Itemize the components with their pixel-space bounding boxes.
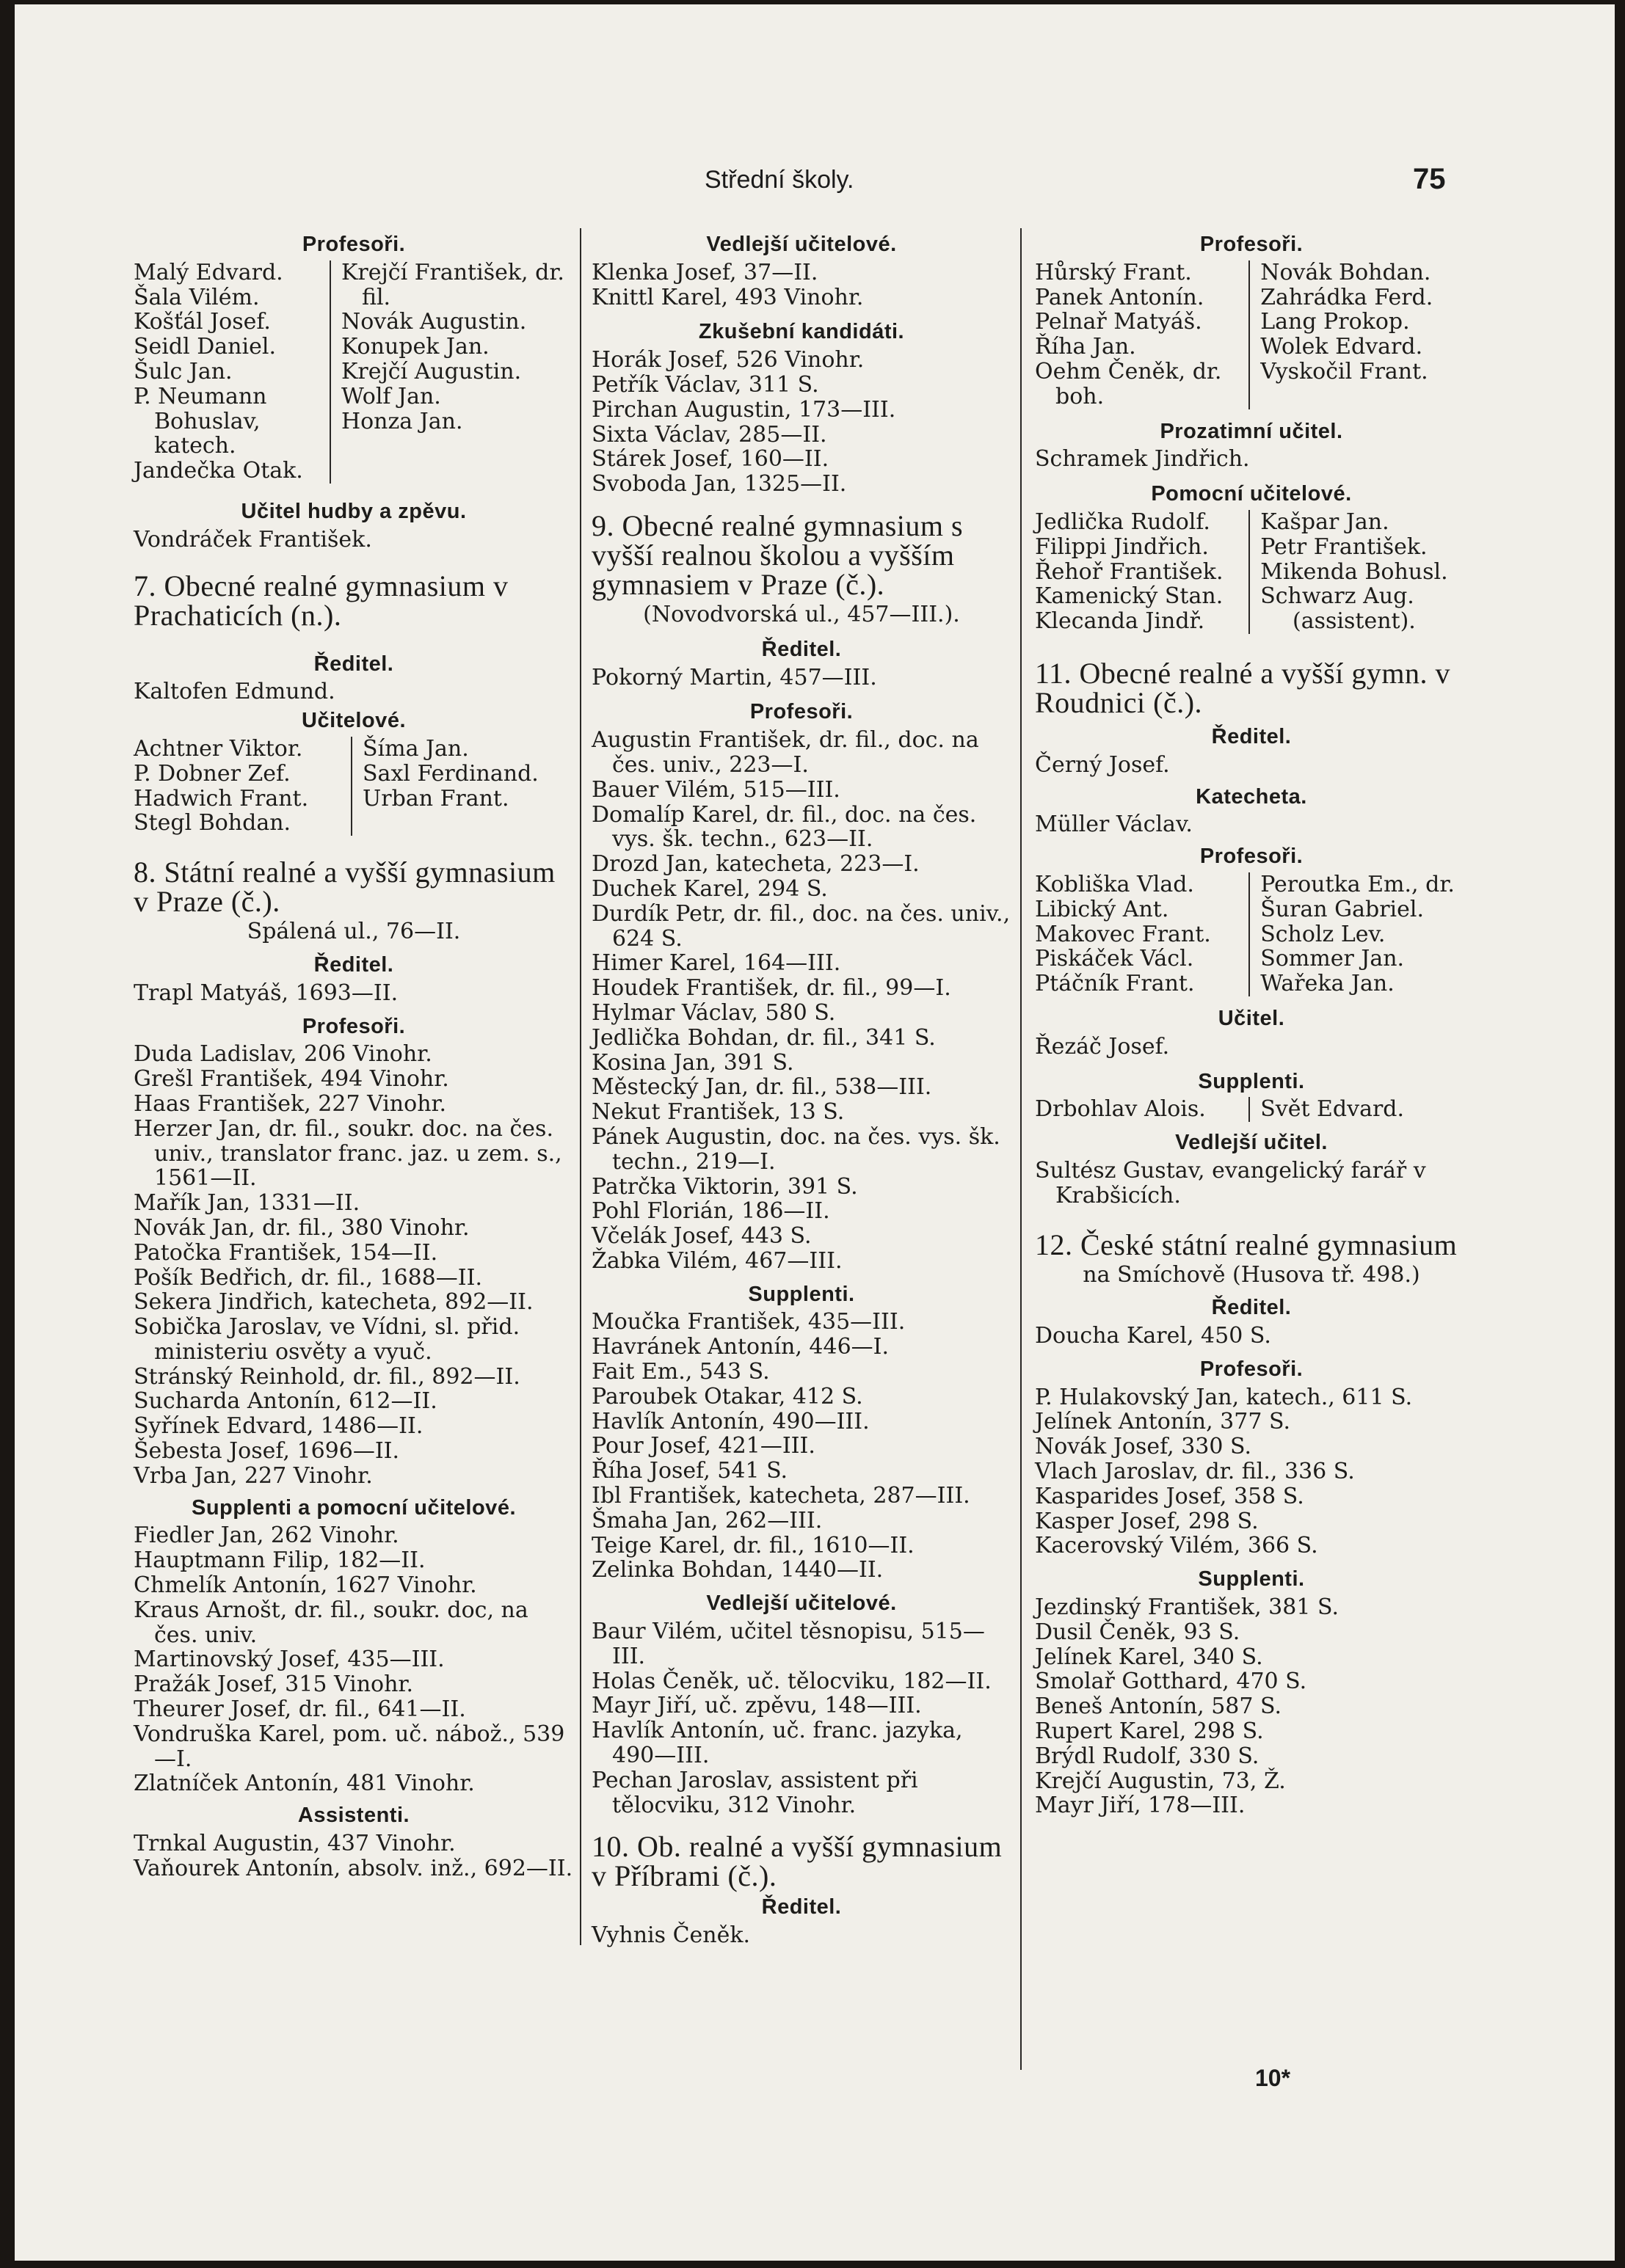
section-heading: Katecheta. xyxy=(1196,784,1307,809)
list-item: Pánek Augustin, doc. na čes. vys. šk. techn., 219—I. xyxy=(592,1123,1000,1175)
school-address: na Smíchově (Husova tř. 498.) xyxy=(1083,1261,1420,1288)
school-address: (Novodvorská ul., 457—III.). xyxy=(643,601,960,627)
list-item: Klenka Josef, 37—II. xyxy=(592,259,818,285)
list-item: Augustin František, dr. fil., doc. na čes. univ., 223—I. xyxy=(592,727,979,778)
list-item: Svoboda Jan, 1325—II. xyxy=(592,471,847,497)
list-item: Novák Augustin. xyxy=(341,309,527,335)
school-title: 9. Obecné realné gymnasium s vyšší realnou školou a vyšším gymnasiem v Praze (č.). xyxy=(592,508,964,601)
list-item: Havlík Antonín, uč. franc. jazyka, 490—III. xyxy=(592,1718,963,1769)
list-item: Šala Vilém. xyxy=(134,284,260,310)
section-heading: Ředitel. xyxy=(1211,724,1292,748)
section-heading: Supplenti a pomocní učitelové. xyxy=(192,1495,516,1520)
list-right xyxy=(352,737,539,836)
list-item: Zelinka Bohdan, 1440—II. xyxy=(592,1557,884,1583)
list-item: Achtner Viktor. xyxy=(134,735,303,762)
list-item: Rupert Karel, 298 S. xyxy=(1035,1718,1264,1745)
list-right xyxy=(1250,510,1447,634)
list-item: Wolf Jan. xyxy=(341,383,441,409)
list-item: Kacerovský Vilém, 366 S. xyxy=(1035,1533,1318,1559)
list-item: Fait Em., 543 S. xyxy=(592,1359,770,1385)
list-item: Včelák Josef, 443 S. xyxy=(592,1223,812,1250)
list-item: Šuran Gabriel. xyxy=(1260,896,1425,922)
list-right xyxy=(1250,1097,1404,1122)
list-left xyxy=(134,260,331,484)
list-item: Krejčí Augustin, 73, Ž. xyxy=(1035,1768,1286,1794)
section-heading: Supplenti. xyxy=(1198,1069,1305,1093)
list-item: Novák Bohdan. xyxy=(1260,259,1431,285)
school-title: 11. Obecné realné a vyšší gymn. v Roudnici (č.). xyxy=(1035,656,1450,719)
section-heading: Zkušební kandidáti. xyxy=(698,320,905,344)
list-left xyxy=(1035,260,1250,409)
list-item: Petřík Václav, 311 S. xyxy=(592,371,819,398)
two-column-list xyxy=(1035,510,1468,634)
list-item: Theurer Josef, dr. fil., 641—II. xyxy=(134,1696,466,1723)
list-item: Jedlička Rudolf. xyxy=(1035,508,1210,535)
list-item: Mikenda Bohusl. xyxy=(1260,558,1448,585)
list-right xyxy=(331,260,574,484)
list-item: Herzer Jan, dr. fil., soukr. doc. na čes. univ., translator franc. jaz. u zem. s., 1561—II. xyxy=(134,1115,562,1192)
list-item: Chmelík Antonín, 1627 Vinohr. xyxy=(134,1572,477,1599)
section-heading: Profesoři. xyxy=(1199,233,1304,256)
list-item: Pokorný Martin, 457—III. xyxy=(592,664,877,690)
list-item: Jedlička Bohdan, dr. fil., 341 S. xyxy=(592,1024,936,1051)
two-column-list xyxy=(1035,872,1468,996)
list-item: Pražák Josef, 315 Vinohr. xyxy=(134,1671,413,1698)
list-item: Syřínek Edvard, 1486—II. xyxy=(134,1413,423,1440)
section-heading: Profesoři. xyxy=(302,1014,406,1038)
list-item: Drozd Jan, katecheta, 223—I. xyxy=(592,851,920,878)
list-item: Zlatníček Antonín, 481 Vinohr. xyxy=(134,1771,475,1797)
list-item: Svět Edvard. xyxy=(1260,1096,1405,1123)
school-title: 10. Ob. realné a vyšší gymnasium v Příbrami (č.). xyxy=(592,1830,1003,1893)
list-right xyxy=(1250,872,1455,996)
list-item: Vyskočil Frant. xyxy=(1260,358,1428,384)
list-item: Hylmar Václav, 580 S. xyxy=(592,999,836,1026)
list-item: Filippi Jindřich. xyxy=(1035,533,1209,560)
list-item: Havránek Antonín, 446—I. xyxy=(592,1334,890,1360)
section-heading: Ředitel. xyxy=(761,637,842,661)
section-heading: Supplenti. xyxy=(748,1282,855,1306)
list-item: Hadwich Frant. xyxy=(134,785,309,812)
list-item: Havlík Antonín, 490—III. xyxy=(592,1408,870,1434)
list-item: (assistent). xyxy=(1293,608,1416,635)
list-item: Řezáč Josef. xyxy=(1035,1033,1170,1060)
list-item: Kasper Josef, 298 S. xyxy=(1035,1508,1259,1534)
list-item: Durdík Petr, dr. fil., doc. na čes. univ., 624 S. xyxy=(592,900,1011,952)
running-title: Střední školy. xyxy=(705,166,854,194)
list-item: Teige Karel, dr. fil., 1610—II. xyxy=(592,1532,915,1558)
list-item: Hůrský Frant. xyxy=(1035,259,1192,285)
list-item: Pohl Florián, 186—II. xyxy=(592,1198,830,1225)
list-item: Kašpar Jan. xyxy=(1260,508,1389,535)
two-column-list xyxy=(134,260,574,484)
list-item: Knittl Karel, 493 Vinohr. xyxy=(592,284,864,310)
list-left xyxy=(134,737,352,836)
list-item: P. Dobner Zef. xyxy=(134,760,291,787)
page-number: 75 xyxy=(1413,163,1446,195)
list-item: Sultész Gustav, evangelický farář v Krabšicích. xyxy=(1035,1157,1426,1208)
list-item: Doucha Karel, 450 S. xyxy=(1035,1323,1271,1349)
list-item: Sommer Jan. xyxy=(1260,946,1405,972)
list-item: Seidl Daniel. xyxy=(134,334,276,360)
list-item: Himer Karel, 164—III. xyxy=(592,950,841,977)
list-item: Kamenický Stan. xyxy=(1035,583,1224,610)
list-item: Krejčí Augustin. xyxy=(341,358,522,384)
list-left xyxy=(1035,510,1250,634)
list-item: Beneš Antonín, 587 S. xyxy=(1035,1693,1282,1720)
list-item: Petr František. xyxy=(1260,533,1428,560)
list-item: Klecanda Jindř. xyxy=(1035,608,1205,635)
page xyxy=(15,4,1615,2261)
list-item: Zahrádka Ferd. xyxy=(1260,284,1433,310)
list-item: Pour Josef, 421—III. xyxy=(592,1433,815,1459)
list-item: Duchek Karel, 294 S. xyxy=(592,875,828,902)
list-item: Malý Edvard. xyxy=(134,259,283,285)
school-title: 7. Obecné realné gymnasium v Prachaticích (n.). xyxy=(134,569,509,632)
section-heading: Učitel hudby a zpěvu. xyxy=(241,499,467,523)
list-left xyxy=(1035,1097,1250,1122)
list-item: Honza Jan. xyxy=(341,408,463,434)
list-item: Libický Ant. xyxy=(1035,896,1169,922)
list-item: Panek Antonín. xyxy=(1035,284,1204,310)
list-item: Holas Čeněk, uč. tělocviku, 182—II. xyxy=(592,1668,992,1694)
list-item: Novák Josef, 330 S. xyxy=(1035,1434,1252,1460)
list-item: Krejčí František, dr. fil. xyxy=(341,259,564,310)
list-item: Patočka František, 154—II. xyxy=(134,1239,438,1266)
list-item: Houdek František, dr. fil., 99—I. xyxy=(592,975,951,1002)
list-item: Lang Prokop. xyxy=(1260,309,1410,335)
list-item: Horák Josef, 526 Vinohr. xyxy=(592,347,865,373)
list-item: Sobička Jaroslav, ve Vídni, sl. přid. ministeriu osvěty a vyuč. xyxy=(134,1314,520,1365)
list-item: Makovec Frant. xyxy=(1035,921,1211,947)
list-item: Jandečka Otak. xyxy=(134,458,303,484)
list-item: Kobliška Vlad. xyxy=(1035,871,1194,897)
list-item: Vaňourek Antonín, absolv. inž., 692—II. xyxy=(134,1855,573,1881)
list-item: Pirchan Augustin, 173—III. xyxy=(592,396,896,423)
list-item: Mařík Jan, 1331—II. xyxy=(134,1190,360,1217)
list-item: Müller Václav. xyxy=(1035,812,1193,838)
two-column-list xyxy=(1035,260,1468,409)
list-item: Vondruška Karel, pom. uč. nábož., 539—I. xyxy=(134,1721,565,1772)
list-item: Schramek Jindřich. xyxy=(1035,446,1250,473)
section-heading: Ředitel. xyxy=(1211,1296,1292,1320)
list-item: Jelínek Karel, 340 S. xyxy=(1035,1644,1263,1670)
list-item: Scholz Lev. xyxy=(1260,921,1386,947)
column-2 xyxy=(578,228,1011,1948)
list-item: Říha Jan. xyxy=(1035,334,1136,360)
list-item: Pošík Bedřich, dr. fil., 1688—II. xyxy=(134,1264,482,1291)
list-item: P. Neumann Bohuslav, katech. xyxy=(134,383,267,459)
list-item: Bauer Vilém, 515—III. xyxy=(592,776,840,803)
list-item: Vrba Jan, 227 Vinohr. xyxy=(134,1462,373,1489)
list-item: Hauptmann Filip, 182—II. xyxy=(134,1547,426,1574)
list-item: Jezdinský František, 381 S. xyxy=(1035,1594,1339,1621)
list-item: Kraus Arnošt, dr. fil., soukr. doc, na čes. univ. xyxy=(134,1597,528,1648)
list-item: Dusil Čeněk, 93 S. xyxy=(1035,1619,1240,1645)
signature-mark: 10* xyxy=(1255,2065,1291,2091)
list-item: Domalíp Karel, dr. fil., doc. na čes. vys. šk. techn., 623—II. xyxy=(592,801,977,853)
list-item: Sixta Václav, 285—II. xyxy=(592,421,827,448)
section-heading: Vedlejší učitelové. xyxy=(706,233,897,256)
list-item: Oehm Čeněk, dr. boh. xyxy=(1035,358,1222,409)
list-item: Vlach Jaroslav, dr. fil., 336 S. xyxy=(1035,1459,1355,1485)
list-item: Šmaha Jan, 262—III. xyxy=(592,1507,823,1534)
list-item: Nekut František, 13 S. xyxy=(592,1099,845,1126)
section-heading: Vedlejší učitelové. xyxy=(706,1591,897,1616)
section-heading: Ředitel. xyxy=(313,652,394,676)
section-heading: Profesoři. xyxy=(749,700,854,724)
list-item: Smolař Gotthard, 470 S. xyxy=(1035,1669,1307,1695)
two-column-list xyxy=(134,737,574,836)
list-item: Městecký Jan, dr. fil., 538—III. xyxy=(592,1074,932,1101)
list-item: Říha Josef, 541 S. xyxy=(592,1458,788,1484)
list-item: Jelínek Antonín, 377 S. xyxy=(1035,1409,1290,1435)
list-item: Mayr Jiří, 178—III. xyxy=(1035,1793,1246,1819)
page-header xyxy=(15,163,1615,203)
list-item: Paroubek Otakar, 412 S. xyxy=(592,1383,863,1410)
list-item: Kosina Jan, 391 S. xyxy=(592,1049,794,1076)
list-item: Wařeka Jan. xyxy=(1260,971,1395,997)
section-heading: Profesoři. xyxy=(1199,845,1304,869)
list-item: Peroutka Em., dr. xyxy=(1260,871,1455,897)
list-item: Černý Josef. xyxy=(1035,751,1170,778)
school-title: 8. Státní realné a vyšší gymnasium v Praze (č.). xyxy=(134,856,556,919)
section-heading: Profesoři. xyxy=(302,233,406,256)
column-1 xyxy=(134,228,574,1881)
section-heading: Profesoři. xyxy=(1199,1357,1304,1381)
list-item: P. Hulakovský Jan, katech., 611 S. xyxy=(1035,1384,1413,1410)
section-heading: Učitel. xyxy=(1218,1006,1285,1030)
list-right xyxy=(1250,260,1433,409)
list-item: Šebesta Josef, 1696—II. xyxy=(134,1438,400,1465)
list-item: Kaltofen Edmund. xyxy=(134,679,335,705)
section-heading: Učitelové. xyxy=(302,709,406,733)
list-item: Řehoř František. xyxy=(1035,558,1224,585)
list-item: Trapl Matyáš, 1693—II. xyxy=(134,980,399,1006)
column-3 xyxy=(1019,228,1468,1818)
list-item: Moučka František, 435—III. xyxy=(592,1309,906,1335)
list-item: Ptáčník Frant. xyxy=(1035,971,1195,997)
list-item: Vyhnis Čeněk. xyxy=(592,1922,751,1949)
list-item: Martinovský Josef, 435—III. xyxy=(134,1647,445,1673)
section-heading: Vedlejší učitel. xyxy=(1175,1131,1328,1155)
list-item: Baur Vilém, učitel těsnopisu, 515—III. xyxy=(592,1619,985,1669)
list-item: Stárek Josef, 160—II. xyxy=(592,446,829,473)
section-heading: Ředitel. xyxy=(313,952,394,977)
list-item: Drbohlav Alois. xyxy=(1035,1096,1206,1123)
list-item: Sucharda Antonín, 612—II. xyxy=(134,1388,437,1415)
list-item: Urban Frant. xyxy=(363,785,509,812)
list-item: Žabka Vilém, 467—III. xyxy=(592,1247,843,1274)
list-item: Duda Ladislav, 206 Vinohr. xyxy=(134,1041,432,1068)
list-item: Konupek Jan. xyxy=(341,334,490,360)
list-item: Košťál Josef. xyxy=(134,309,271,335)
list-left xyxy=(1035,872,1250,996)
list-item: Brýdl Rudolf, 330 S. xyxy=(1035,1743,1259,1769)
section-heading: Pomocní učitelové. xyxy=(1151,482,1352,506)
list-item: Sekera Jindřich, katecheta, 892—II. xyxy=(134,1289,534,1316)
list-item: Trnkal Augustin, 437 Vinohr. xyxy=(134,1831,456,1857)
list-item: Pelnař Matyáš. xyxy=(1035,309,1202,335)
list-item: Mayr Jiří, uč. zpěvu, 148—III. xyxy=(592,1693,922,1719)
school-title: 12. České státní realné gymnasium xyxy=(1035,1228,1458,1261)
section-heading: Assistenti. xyxy=(297,1804,410,1828)
list-item: Pechan Jaroslav, assistent při tělocviku, 312 Vinohr. xyxy=(592,1767,918,1818)
list-item: Šíma Jan. xyxy=(363,735,469,762)
two-column-list xyxy=(1035,1097,1468,1122)
list-item: Grešl František, 494 Vinohr. xyxy=(134,1066,449,1093)
section-heading: Ředitel. xyxy=(761,1895,842,1919)
list-item: Wolek Edvard. xyxy=(1260,334,1423,360)
list-item: Piskáček Václ. xyxy=(1035,946,1194,972)
list-item: Kasparides Josef, 358 S. xyxy=(1035,1483,1304,1509)
list-item: Ibl František, katecheta, 287—III. xyxy=(592,1483,970,1509)
school-address: Spálená ul., 76—II. xyxy=(247,919,461,945)
list-item: Haas František, 227 Vinohr. xyxy=(134,1090,447,1117)
list-item: Fiedler Jan, 262 Vinohr. xyxy=(134,1523,399,1549)
list-item: Stránský Reinhold, dr. fil., 892—II. xyxy=(134,1363,520,1390)
section-heading: Supplenti. xyxy=(1198,1567,1305,1591)
list-item: Patrčka Viktorin, 391 S. xyxy=(592,1173,858,1200)
list-item: Stegl Bohdan. xyxy=(134,810,291,836)
list-item: Vondráček František. xyxy=(134,526,372,553)
list-item: Saxl Ferdinand. xyxy=(363,760,539,787)
list-item: Novák Jan, dr. fil., 380 Vinohr. xyxy=(134,1214,470,1241)
list-item: Schwarz Aug. xyxy=(1260,583,1414,610)
list-item: Šulc Jan. xyxy=(134,358,233,384)
section-heading: Prozatimní učitel. xyxy=(1160,419,1343,443)
